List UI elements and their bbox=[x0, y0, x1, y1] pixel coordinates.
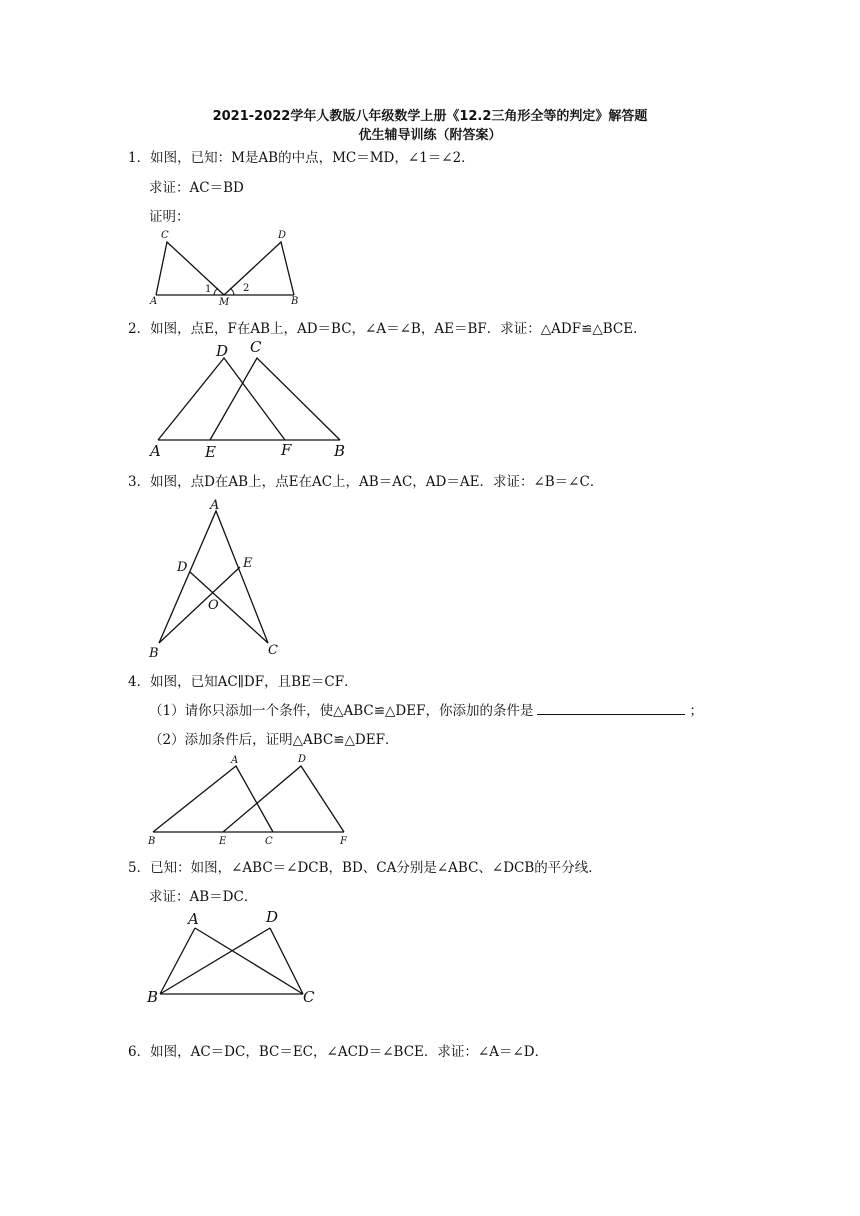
fig5-label-d: D bbox=[266, 908, 279, 926]
problem-3-statement: 如图，点D在AB上，点E在AC上，AB＝AC，AD＝AE．求证：∠B＝∠C． bbox=[150, 474, 604, 490]
fig4-label-c: C bbox=[265, 836, 273, 847]
fig1-label-d: D bbox=[278, 230, 287, 241]
problem-1-prove: 求证：AC＝BD bbox=[149, 180, 244, 196]
fig1-label-2: 2 bbox=[243, 283, 250, 294]
fig2-label-c: C bbox=[250, 338, 262, 356]
problem-4-statement: 如图，已知AC∥DF，且BE＝CF． bbox=[150, 674, 358, 690]
problem-5-number: 5． bbox=[128, 860, 151, 876]
problem-6 bbox=[128, 1040, 548, 1060]
problem-2-number: 2． bbox=[128, 321, 151, 337]
fig5-label-a: A bbox=[188, 910, 199, 928]
fig4-label-a: A bbox=[231, 755, 239, 766]
fig3-label-d: D bbox=[177, 560, 188, 575]
problem-5-prove: 求证：AB＝DC． bbox=[149, 889, 258, 905]
fig5-segment-bd bbox=[160, 928, 270, 994]
problem-5-statement: 已知：如图，∠ABC＝∠DCB，BD、CA分别是∠ABC、∠DCB的平分线． bbox=[150, 860, 602, 876]
fig5-label-b: B bbox=[147, 988, 159, 1006]
fig2-label-a: A bbox=[150, 442, 161, 460]
fig1-label-c: C bbox=[161, 230, 169, 241]
problem-6-number: 6． bbox=[128, 1044, 151, 1060]
problem-4-number: 4． bbox=[128, 674, 151, 690]
problem-2-statement: 如图，点E，F在AB上，AD＝BC，∠A＝∠B，AE＝BF．求证：△ADF≌△BCE． bbox=[150, 321, 647, 337]
problem-1-proof-label: 证明： bbox=[149, 209, 190, 225]
fig3-label-o: O bbox=[208, 598, 219, 613]
page-title: 2021-2022学年人教版八年级数学上册《12.2三角形全等的判定》解答题 bbox=[212, 109, 648, 124]
fig4-label-e: E bbox=[219, 836, 227, 847]
fig4-label-b: B bbox=[148, 836, 156, 847]
fig2-label-f: F bbox=[281, 441, 292, 459]
fig4-label-d: D bbox=[298, 754, 307, 765]
fig1-label-b: B bbox=[291, 296, 299, 307]
fig3-label-a: A bbox=[210, 498, 220, 513]
problem-4-part-2: （2）添加条件后，证明△ABC≌△DEF． bbox=[149, 732, 399, 748]
fig4-label-f: F bbox=[340, 836, 347, 847]
problem-3-number: 3． bbox=[128, 474, 151, 490]
fig1-label-1: 1 bbox=[205, 284, 212, 295]
page-subtitle: 优生辅导训练（附答案） bbox=[358, 128, 502, 143]
fig2-label-e: E bbox=[205, 443, 216, 461]
fig3-label-c: C bbox=[268, 643, 278, 658]
fig1-label-a: A bbox=[150, 296, 158, 307]
problem-4-part-1-end: ； bbox=[689, 703, 703, 719]
fig5-label-c: C bbox=[303, 988, 315, 1006]
problem-1-statement: 如图，已知：M是AB的中点，MC＝MD，∠1＝∠2． bbox=[150, 150, 475, 166]
problem-6-statement: 如图，AC＝DC，BC＝EC，∠ACD＝∠BCE．求证：∠A＝∠D． bbox=[150, 1044, 549, 1060]
fig2-label-d: D bbox=[216, 342, 229, 360]
fig3-label-e: E bbox=[243, 556, 253, 571]
fig1-label-m: M bbox=[219, 297, 230, 308]
fig3-label-b: B bbox=[149, 646, 159, 661]
problem-1-number: 1． bbox=[128, 150, 151, 166]
problem-4-part-1-text: （1）请你只添加一个条件，使△ABC≌△DEF，你添加的条件是 bbox=[149, 703, 534, 719]
fig2-label-b: B bbox=[334, 442, 346, 460]
